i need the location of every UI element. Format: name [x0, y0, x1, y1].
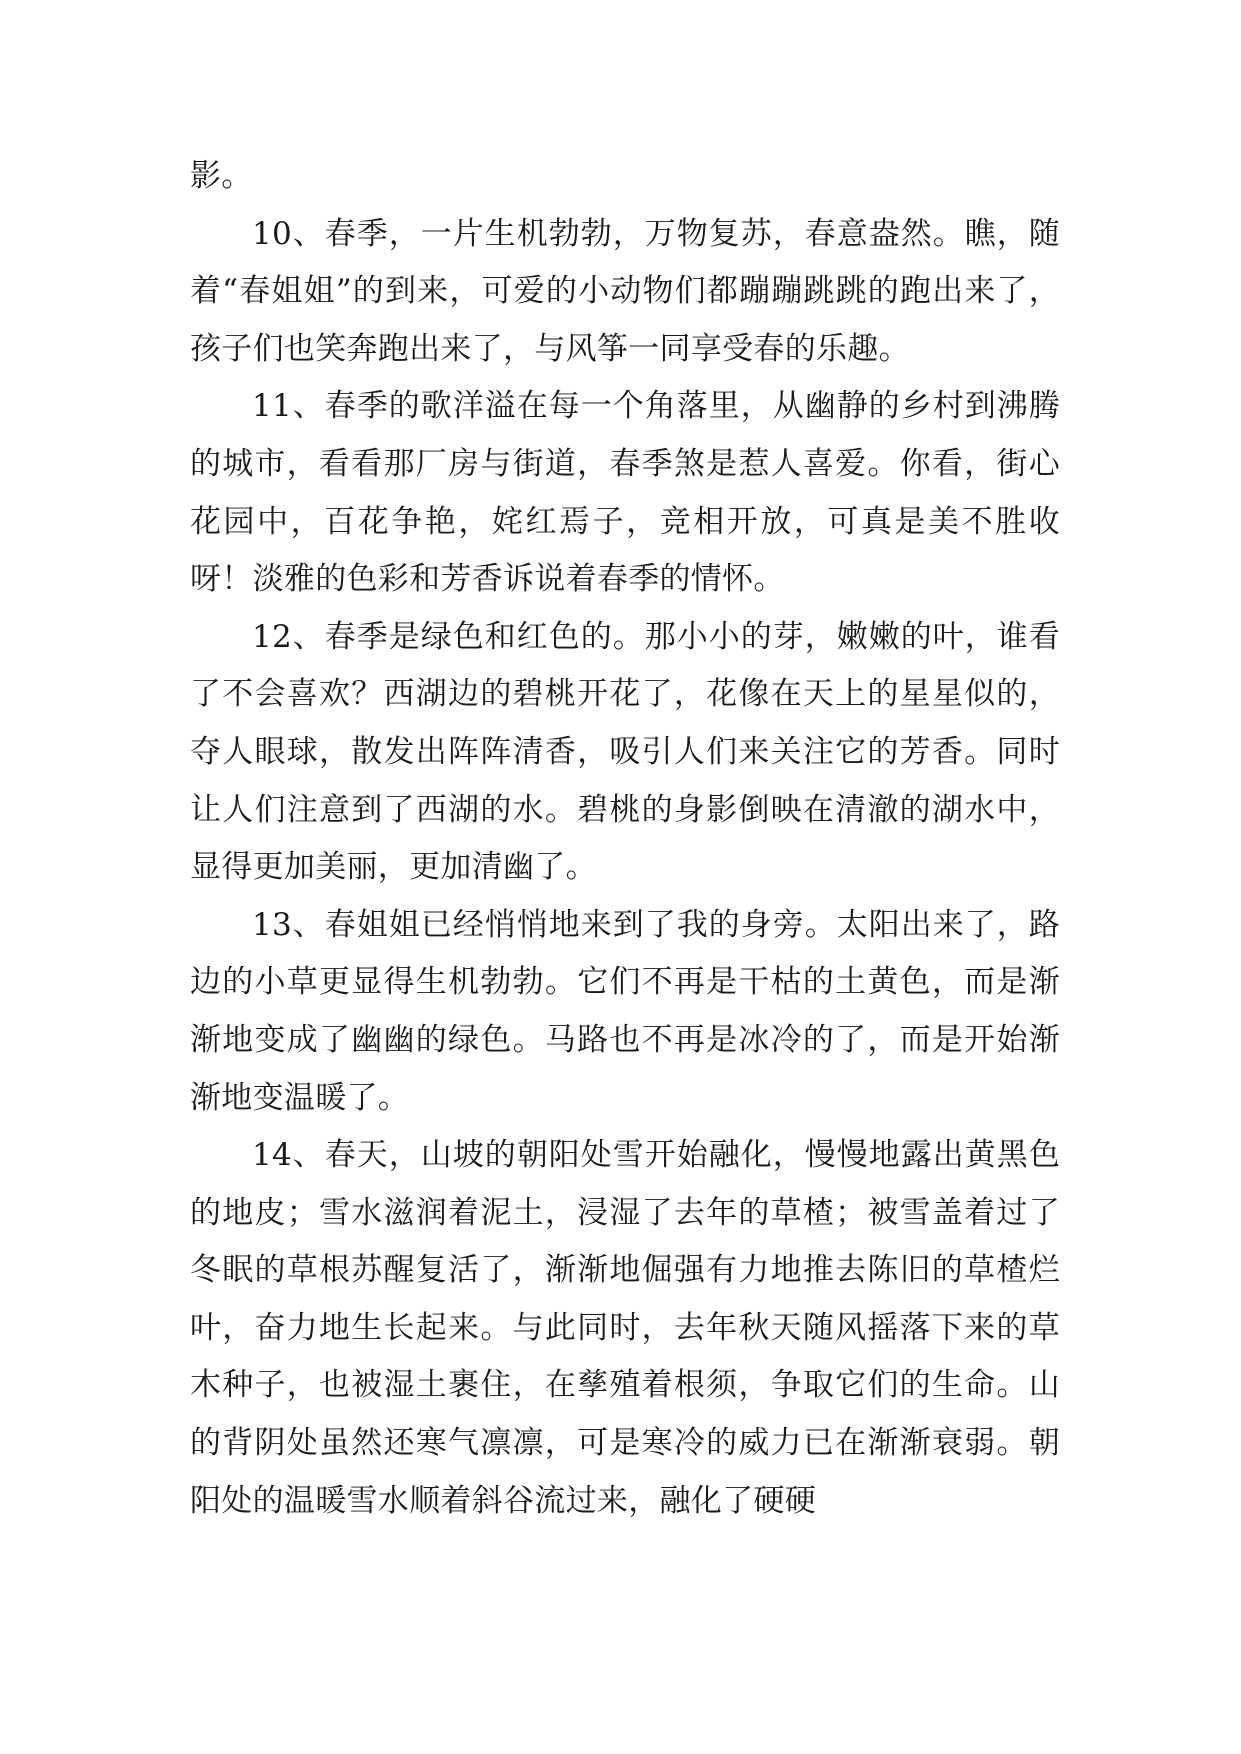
paragraph-13: 13、春姐姐已经悄悄地来到了我的身旁。太阳出来了，路边的小草更显得生机勃勃。它们不再是干枯的土黄色，而是渐渐地变成了幽幽的绿色。马路也不再是冰冷的了，而是开始渐渐地变温暖了。 [190, 906, 1060, 1116]
paragraph-14: 14、春天，山坡的朝阳处雪开始融化，慢慢地露出黄黑色的地皮；雪水滋润着泥土，浸湿了去年的草楂；被雪盖着过了冬眠的草根苏醒复活了，渐渐地倔强有力地推去陈旧的草楂烂叶，奋力地生长起来。与此同时，去年秋天随风摇落下来的草木种子，也被湿土裹住，在孳殖着根须，争取它们的生命。山的背阴处虽然还寒气凛凛，可是寒冷的威力已在渐渐衰弱。朝阳处的温暖雪水顺着斜谷流过来，融化了硬硬 [190, 1137, 1060, 1519]
document-body [190, 148, 1060, 1530]
paragraph-continuation: 影。 [190, 158, 253, 194]
paragraph-10: 10、春季，一片生机勃勃，万物复苏，春意盎然。瞧，随着“春姐姐”的到来，可爱的小动物们都蹦蹦跳跳的跑出来了，孩子们也笑奔跑出来了，与风筝一同享受春的乐趣。 [190, 215, 1060, 367]
paragraph-12: 12、春季是绿色和红色的。那小小的芽，嫩嫩的叶，谁看了不会喜欢？西湖边的碧桃开花了，花像在天上的星星似的，夺人眼球，散发出阵阵清香，吸引人们来关注它的芳香。同时让人们注意到了西湖的水。碧桃的身影倒映在清澈的湖水中，显得更加美丽，更加清幽了。 [190, 618, 1060, 886]
paragraph-11: 11、春季的歌洋溢在每一个角落里，从幽静的乡村到沸腾的城市，看看那厂房与街道，春季煞是惹人喜爱。你看，街心花园中，百花争艳，姹红焉子，竞相开放，可真是美不胜收呀！淡雅的色彩和芳香诉说着春季的情怀。 [190, 388, 1060, 598]
